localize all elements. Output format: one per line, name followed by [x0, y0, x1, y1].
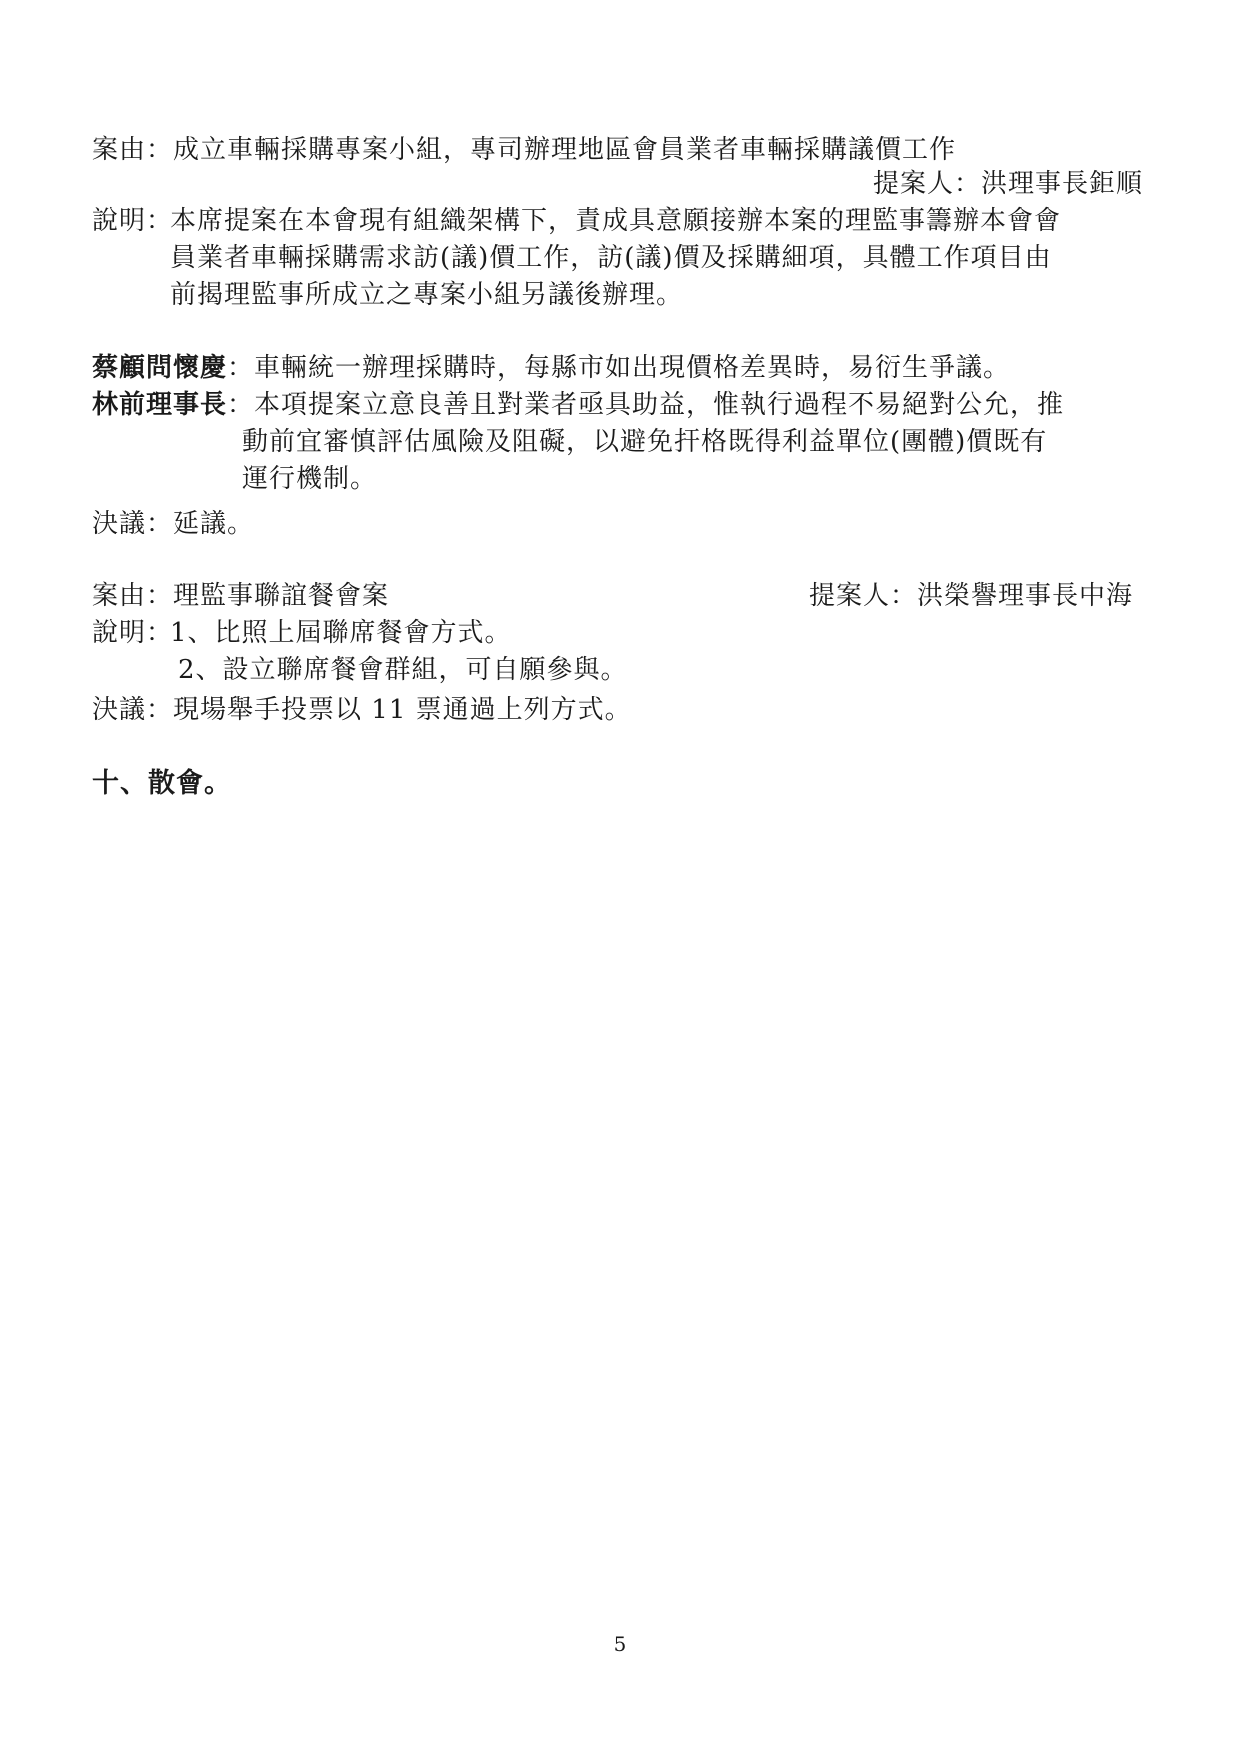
item2-resolution-text: 現場舉手投票以 11 票通過上列方式。 [173, 695, 632, 725]
item1-case-line [92, 132, 956, 168]
item1-resolution-label: 決議： [92, 509, 174, 539]
item1-desc-label: 說明： [92, 206, 174, 236]
item1-resolution [92, 506, 254, 542]
item1-comment-2-line-3: 運行機制。 [242, 464, 378, 494]
item2-desc-line-2: 2、設立聯席餐會群組，可自願參與。 [178, 655, 628, 685]
page-number: 5 [613, 1632, 627, 1656]
item2-case-label: 案由： [92, 581, 174, 611]
item2-case-text: 理監事聯誼餐會案 [173, 581, 390, 611]
closing-heading: 十、散會。 [92, 768, 232, 799]
item1-desc-line-1: 本席提案在本會現有組織架構下，責成具意願接辦本案的理監事籌辦本會會 [170, 206, 1062, 236]
item1-resolution-text: 延議。 [173, 509, 255, 539]
item2-desc-line-1: 1、比照上屆聯席餐會方式。 [170, 618, 512, 648]
comment-text: ：車輛統一辦理採購時，每縣市如出現價格差異時，易衍生爭議。 [227, 353, 1011, 383]
item2-desc-label: 說明： [92, 618, 174, 648]
item2-resolution [92, 692, 632, 728]
item2-proposer: 提案人：洪榮譽理事長中海 [808, 581, 1133, 611]
item1-desc-line-3: 前揭理監事所成立之專案小組另議後辦理。 [170, 280, 684, 310]
item1-proposer: 提案人：洪理事長鉅順 [872, 169, 1143, 199]
item1-case-label: 案由： [92, 135, 174, 165]
item1-desc-line-2: 員業者車輛採購需求訪(議)價工作，訪(議)價及採購細項，具體工作項目由 [170, 243, 1052, 273]
item1-case-text: 成立車輛採購專案小組，專司辦理地區會員業者車輛採購議價工作 [173, 135, 957, 165]
item2-resolution-label: 決議： [92, 695, 174, 725]
item1-comment-2 [92, 387, 1064, 423]
comment-speaker: 林前理事長 [92, 390, 228, 420]
item2-case-line [92, 578, 389, 614]
comment-speaker: 蔡顧問懷慶 [92, 353, 228, 383]
comment-text: ：本項提案立意良善且對業者亟具助益，惟執行過程不易絕對公允，推 [227, 390, 1065, 420]
item1-comment-1 [92, 350, 1010, 386]
item1-comment-2-line-2: 動前宜審慎評估風險及阻礙，以避免扞格既得利益單位(團體)價既有 [242, 427, 1048, 457]
